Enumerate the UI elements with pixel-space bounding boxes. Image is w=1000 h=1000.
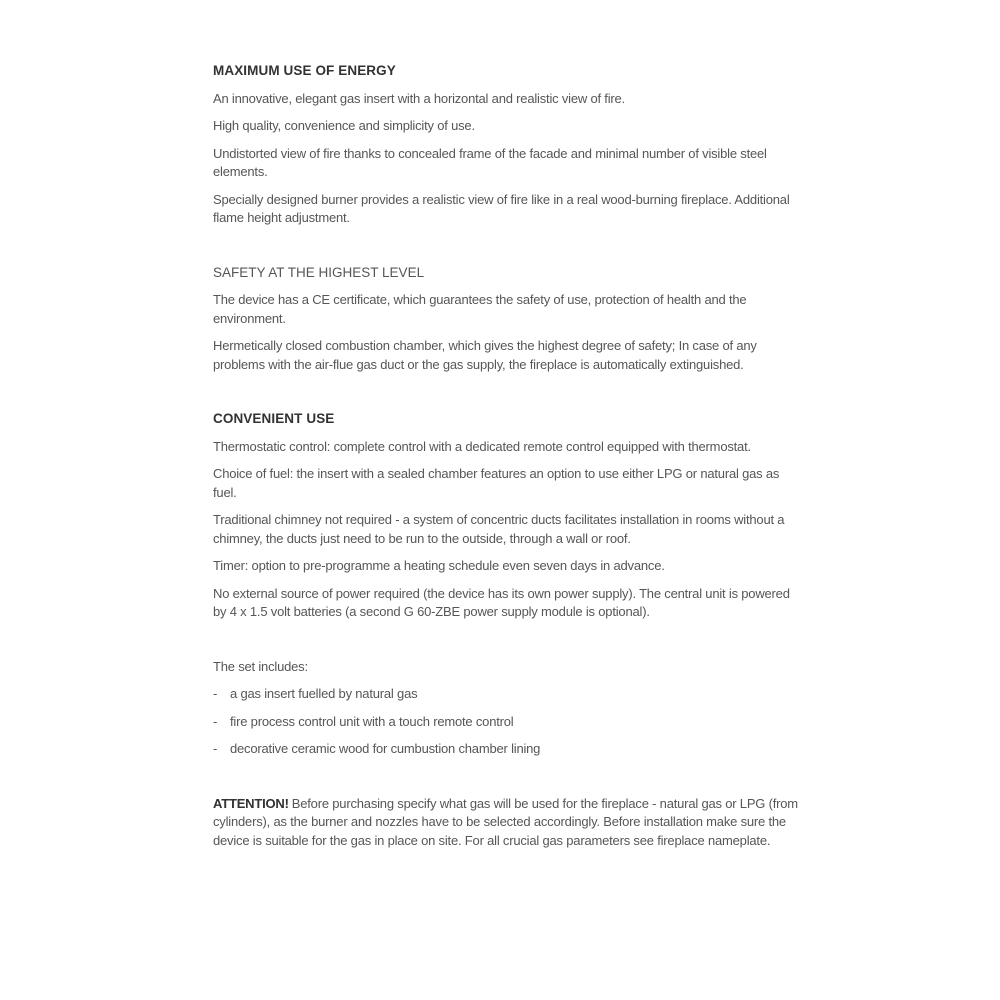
section-set-includes [213,658,798,759]
paragraph: Hermetically closed combustion chamber, which gives the highest degree of safety; In case of any problems with the air-flue gas duct or the gas supply, the fireplace is automatically extinguished. [213,338,757,372]
list-item-text: decorative ceramic wood for cumbustion chamber lining [230,741,541,756]
paragraph: Undistorted view of fire thanks to concealed frame of the facade and minimal number of visible steel elements. [213,145,767,179]
list-item [213,685,798,704]
paragraph: Traditional chimney not required - a system of concentric ducts facilitates installation in rooms without a chimney, the ducts just need to be run to the outside, through a wall or roof. [213,512,785,546]
paragraph: Timer: option to pre-programme a heating schedule even seven days in advance. [213,558,665,573]
attention-paragraph [213,795,798,851]
attention-text: Before purchasing specify what gas will be used for the fireplace - natural gas or LPG (from cylinders), as the burner and nozzles have to be selected accordingly. Before installation make sure the device is suitable for the gas in place on site. For all crucial gas parameters see fireplace nameplate. [213,795,798,848]
section-convenient-use [213,410,798,622]
paragraph: High quality, convenience and simplicity of use. [213,118,475,133]
list-item [213,740,798,759]
dash-bullet: - [213,713,218,729]
paragraph: Specially designed burner provides a realistic view of fire like in a real wood-burning fireplace. Additional flame height adjustment. [213,191,790,225]
set-includes-intro: The set includes: [213,658,308,674]
section-maximum-use-of-energy [213,62,798,228]
section-heading-convenient-use: CONVENIENT USE [213,411,335,426]
dash-bullet: - [213,741,218,756]
paragraph: An innovative, elegant gas insert with a horizontal and realistic view of fire. [213,90,625,106]
list-item-text: a gas insert fuelled by natural gas [230,686,418,701]
set-includes-list [213,685,798,759]
section-heading-safety-at-the-highest-level: SAFETY AT THE HIGHEST LEVEL [213,264,425,280]
attention-label: ATTENTION! [213,795,289,811]
paragraph: Choice of fuel: the insert with a sealed chamber features an option to use either LPG or natural gas as fuel. [213,466,780,500]
section-attention [213,795,798,851]
list-item [213,713,798,732]
paragraph: Thermostatic control: complete control with a dedicated remote control equipped with thermostat. [213,438,751,454]
dash-bullet: - [213,686,218,701]
product-description-document [213,0,798,850]
section-heading-maximum-use-of-energy: MAXIMUM USE OF ENERGY [213,63,396,78]
section-safety-at-the-highest-level [213,264,798,375]
paragraph: The device has a CE certificate, which guarantees the safety of use, protection of health and the environment. [213,292,747,326]
list-item-text: fire process control unit with a touch remote control [230,713,514,729]
paragraph: No external source of power required (the device has its own power supply). The central unit is powered by 4 x 1.5 volt batteries (a second G 60-ZBE power supply module is optional). [213,585,790,619]
